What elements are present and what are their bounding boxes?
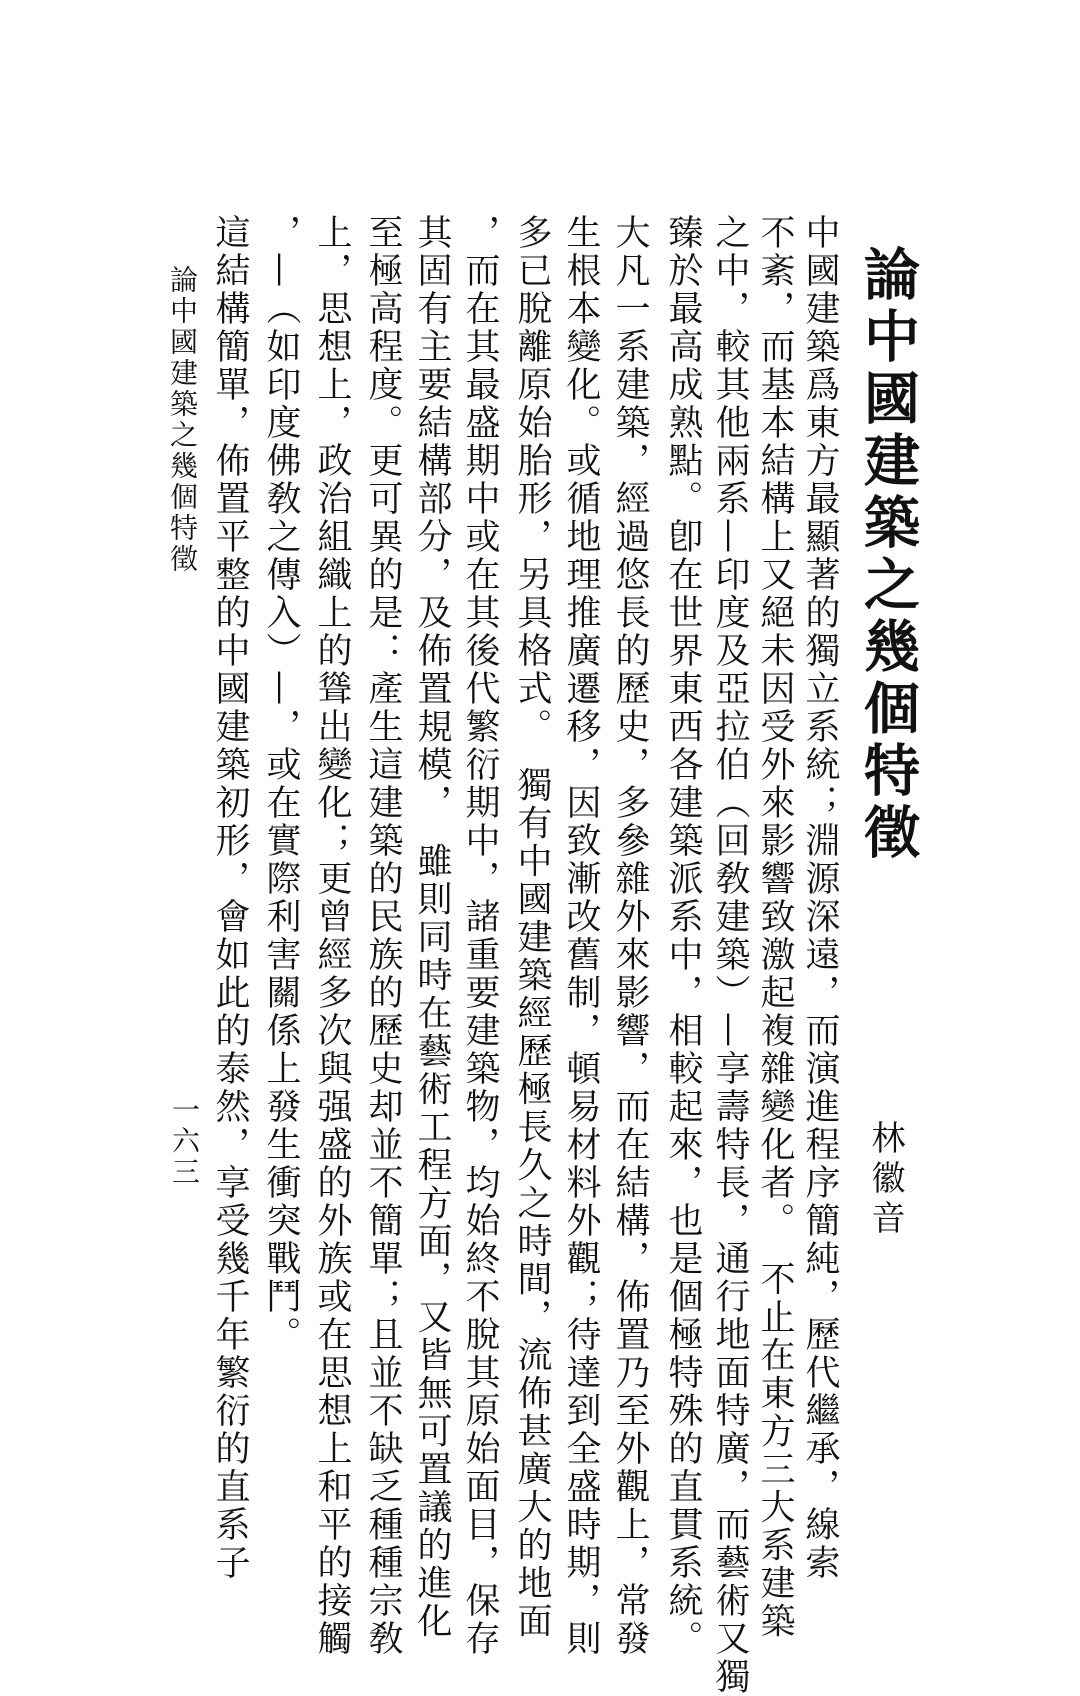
body-line-12: ，—（如印度佛敎之傳入）—，或在實際利害關係上發生衝突戰鬥。 (261, 214, 301, 1354)
page-number: 一六三 (168, 1095, 201, 1188)
body-line-4: 臻於最高成熟點。卽在世界東西各建築派系中，相較起來，也是個極特殊的直貫系統。 (663, 214, 703, 1658)
body-line-2: 不紊，而基本結構上又絕未因受外來影響致激起複雜變化者。 不止在東方三大系建築 (755, 214, 795, 1641)
body-line-13: 這結構簡單，佈置平整的中國建築初形，會如此的泰然，享受幾千年繁衍的直系子 (210, 214, 250, 1582)
body-line-9: 其固有主要結構部分，及佈置規模， 雖則同時在藝術工程方面，又皆無可置議的進化 (412, 214, 452, 1641)
body-line-7: 多已脫離原始胎形，另具格式。 獨有中國建築經歷極長久之時間，流佈甚廣大的地面 (512, 214, 552, 1641)
body-line-10: 至極高程度。更可異的是：產生這建築的民族的歷史却並不簡單；且並不缺乏種種宗敎 (363, 214, 403, 1658)
body-line-1: 中國建築爲東方最顯著的獨立系統；淵源深遠，而演進程序簡純，歷代繼承，線索 (800, 214, 840, 1582)
body-line-3: 之中，較其他兩系—印度及亞拉伯（回敎建築）—享壽特長，通行地面特廣，而藝術又獨 (710, 214, 750, 1696)
running-head: 論中國建築之幾個特徵 (166, 265, 199, 575)
page-title: 論中國建築之幾個特徵 (855, 245, 921, 865)
body-line-8: ，而在其最盛期中或在其後代繁衍期中，諸重要建築物，均始終不脫其原始面目，保存 (460, 214, 500, 1658)
body-line-11: 上，思想上，政治組織上的聳出變化；更曾經多次與强盛的外族或在思想上和平的接觸 (312, 214, 352, 1658)
author-name: 林徽音 (865, 1120, 905, 1240)
body-line-6: 生根本變化。或循地理推廣遷移，因致漸改舊制，頓易材料外觀；待達到全盛時期，則 (561, 214, 601, 1658)
body-line-5: 大凡一系建築，經過悠長的歷史，多參雜外來影響，而在結構，佈置乃至外觀上，常發 (610, 214, 650, 1658)
